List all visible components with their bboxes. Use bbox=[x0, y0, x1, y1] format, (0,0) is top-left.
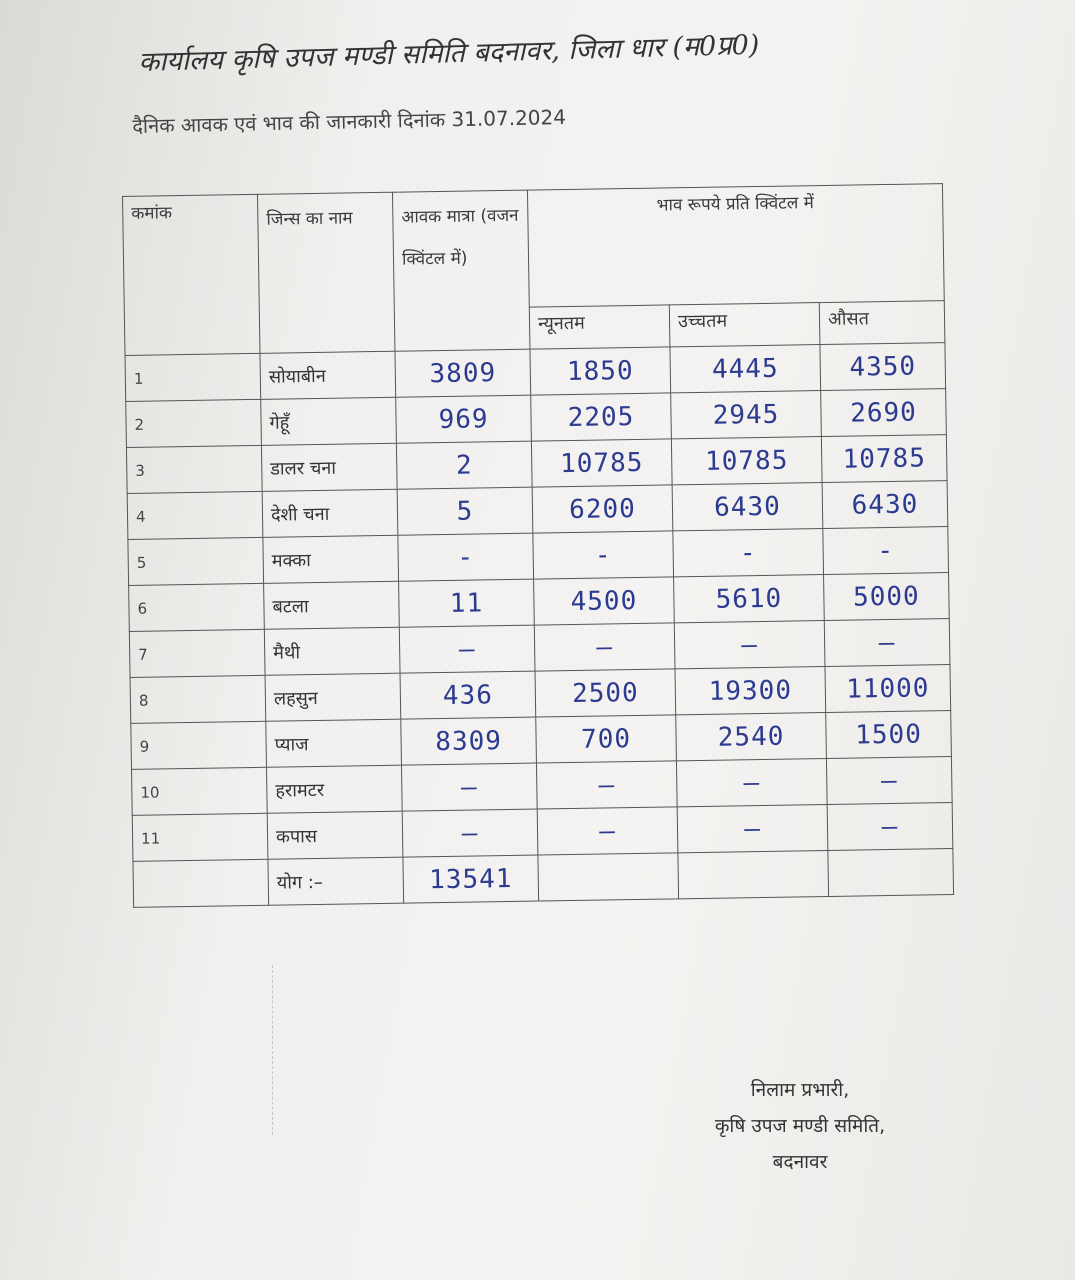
row-commodity: देशी चना bbox=[262, 489, 398, 537]
row-max-price: – bbox=[677, 804, 828, 852]
col-header-max: उच्चतम bbox=[669, 303, 820, 347]
row-qty: 11 bbox=[399, 579, 535, 627]
arrival-price-table bbox=[122, 183, 954, 908]
row-serial: 11 bbox=[132, 813, 268, 861]
row-max-price: 19300 bbox=[675, 667, 826, 715]
row-min-price: 2500 bbox=[535, 669, 676, 717]
row-serial: 10 bbox=[132, 767, 268, 815]
signature-line-3: बदनावर bbox=[772, 1151, 828, 1173]
row-commodity: गेहूँ bbox=[261, 397, 397, 445]
row-commodity: बटला bbox=[264, 581, 400, 629]
row-min-price: 2205 bbox=[531, 393, 672, 441]
row-min-price: 10785 bbox=[531, 439, 672, 487]
row-qty: 3809 bbox=[395, 349, 531, 397]
row-commodity: मैथी bbox=[264, 627, 400, 675]
row-serial: 2 bbox=[126, 399, 262, 447]
row-min-price: – bbox=[536, 761, 677, 809]
row-commodity: मक्का bbox=[263, 535, 399, 583]
row-serial: 5 bbox=[128, 537, 264, 585]
row-commodity: सोयाबीन bbox=[260, 351, 396, 399]
row-serial: 8 bbox=[130, 675, 266, 723]
signature-line-2: कृषि उपज मण्डी समिति, bbox=[714, 1115, 886, 1137]
row-serial: 3 bbox=[126, 445, 262, 493]
row-serial: 6 bbox=[129, 583, 265, 631]
row-serial: 4 bbox=[127, 491, 263, 539]
row-serial: 1 bbox=[125, 353, 261, 401]
header-row-1 bbox=[123, 184, 945, 314]
row-avg-price: 10785 bbox=[821, 435, 947, 483]
col-header-name: जिन्स का नाम bbox=[257, 192, 394, 353]
row-max-price: 6430 bbox=[672, 483, 823, 531]
row-max-price: 5610 bbox=[674, 575, 825, 623]
row-serial: 7 bbox=[129, 629, 265, 677]
row-max-price: 2945 bbox=[671, 391, 822, 439]
row-max-price: – bbox=[676, 759, 827, 807]
row-avg-price: 6430 bbox=[822, 481, 948, 529]
row-avg-price: – bbox=[826, 757, 952, 805]
row-commodity: हरामटर bbox=[266, 765, 402, 813]
row-qty: 5 bbox=[397, 487, 533, 535]
total-max-empty bbox=[678, 850, 829, 898]
row-commodity: प्याज bbox=[266, 719, 402, 767]
row-max-price: 4445 bbox=[670, 345, 821, 393]
row-max-price: – bbox=[674, 621, 825, 669]
row-avg-price: 4350 bbox=[820, 343, 946, 391]
row-avg-price: - bbox=[823, 527, 949, 575]
row-qty: 969 bbox=[396, 395, 532, 443]
signature-block bbox=[660, 1072, 940, 1180]
row-commodity: लहसुन bbox=[265, 673, 401, 721]
row-min-price: 700 bbox=[536, 715, 677, 763]
row-qty: – bbox=[401, 763, 537, 811]
row-commodity: कपास bbox=[267, 811, 403, 859]
col-header-qty: आवक मात्रा (वजन क्विंटल में) bbox=[392, 190, 529, 351]
total-label: योग :– bbox=[268, 857, 404, 905]
col-header-min: न्यूनतम bbox=[529, 305, 670, 349]
col-header-avg: औसत bbox=[819, 301, 945, 345]
row-max-price: 2540 bbox=[676, 713, 827, 761]
rates-table-wrapper bbox=[122, 183, 953, 908]
row-avg-price: 2690 bbox=[821, 389, 947, 437]
signature-line-1: निलाम प्रभारी, bbox=[750, 1079, 850, 1101]
row-avg-price: 5000 bbox=[824, 573, 950, 621]
col-header-serial: कमांक bbox=[123, 194, 260, 355]
row-min-price: 6200 bbox=[532, 485, 673, 533]
row-qty: - bbox=[398, 533, 534, 581]
row-min-price: - bbox=[533, 531, 674, 579]
row-avg-price: – bbox=[824, 619, 950, 667]
total-avg-empty bbox=[828, 849, 954, 897]
row-min-price: – bbox=[537, 807, 678, 855]
total-min-empty bbox=[538, 853, 679, 901]
row-max-price: 10785 bbox=[671, 437, 822, 485]
row-qty: – bbox=[402, 809, 538, 857]
total-qty: 13541 bbox=[403, 855, 539, 903]
row-commodity: डालर चना bbox=[261, 443, 397, 491]
row-min-price: 1850 bbox=[530, 347, 671, 395]
row-min-price: – bbox=[534, 623, 675, 671]
office-title: कार्यालय कृषि उपज मण्डी समिति बदनावर, जिला धार (म0प्र0) bbox=[138, 29, 760, 78]
row-qty: 2 bbox=[396, 441, 532, 489]
row-avg-price: 1500 bbox=[826, 711, 952, 759]
row-avg-price: 11000 bbox=[825, 665, 951, 713]
faint-margin-line bbox=[272, 965, 273, 1135]
col-header-price: भाव रूपये प्रति क्विंटल में bbox=[527, 184, 944, 308]
row-qty: 8309 bbox=[401, 717, 537, 765]
row-qty: 436 bbox=[400, 671, 536, 719]
row-min-price: 4500 bbox=[534, 577, 675, 625]
row-max-price: - bbox=[673, 529, 824, 577]
row-qty: – bbox=[399, 625, 535, 673]
report-subtitle: दैनिक आवक एवं भाव की जानकारी दिनांक 31.07.2024 bbox=[132, 104, 567, 138]
total-serial-empty bbox=[133, 859, 269, 907]
row-serial: 9 bbox=[131, 721, 267, 769]
row-avg-price: – bbox=[827, 803, 953, 851]
